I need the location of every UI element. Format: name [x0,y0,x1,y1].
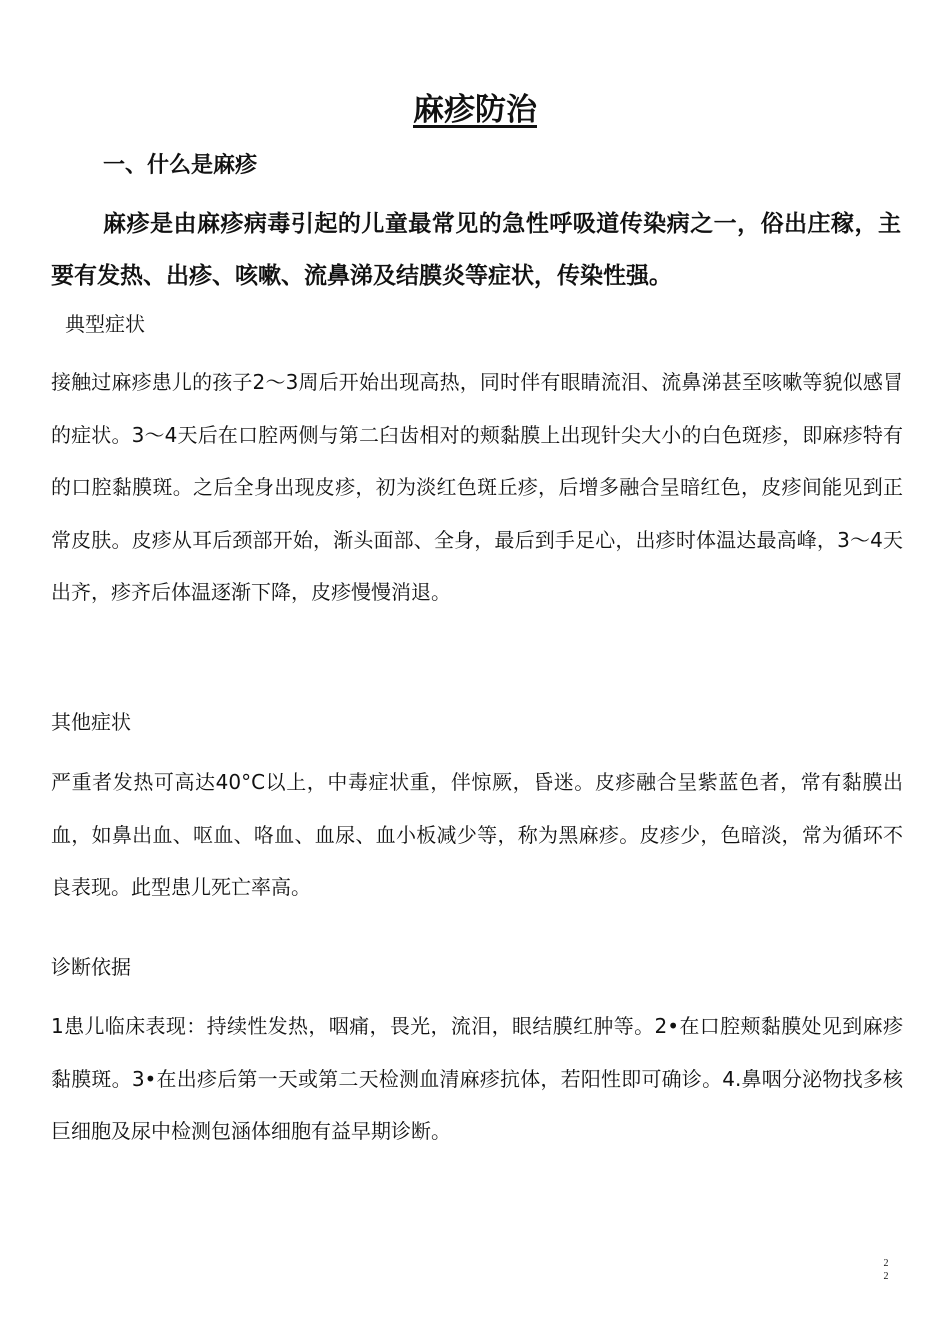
page-number [878,1257,894,1283]
diagnosis-paragraph: 1患儿临床表现：持续性发热，咽痛，畏光，流泪，眼结膜红肿等。2•在口腔颊黏膜处见到麻疹黏膜斑。3•在出疹后第一天或第二天检测血清麻疹抗体，若阳性即可确诊。4.鼻咽分泌物找多核巨细胞及尿中检测包涵体细胞有益早期诊断。 [51,1014,903,1143]
section-heading: 一、什么是麻疹 [103,153,258,178]
page-number-bottom: 2 [883,1271,889,1282]
diagnosis-heading: 诊断依据 [51,955,131,979]
intro-paragraph: 麻疹是由麻疹病毒引起的儿童最常见的急性呼吸道传染病之一，俗出庄稼，主要有发热、出疹、咳嗽、流鼻涕及结膜炎等症状，传染性强。 [51,211,901,289]
other-symptoms-heading: 其他症状 [51,710,131,734]
typical-symptoms-paragraph: 接触过麻疹患儿的孩子2〜3周后开始出现高热，同时伴有眼睛流泪、流鼻涕甚至咳嗽等貌似感冒的症状。3〜4天后在口腔两侧与第二臼齿相对的颊黏膜上出现针尖大小的白色斑疹，即麻疹特有的口腔黏膜斑。之后全身出现皮疹，初为淡红色斑丘疹，后增多融合呈暗红色，皮疹间能见到正常皮肤。皮疹从耳后颈部开始，渐头面部、全身，最后到手足心，出疹时体温达最高峰，3〜4天出齐，疹齐后体温逐渐下降，皮疹慢慢消退。 [51,370,903,604]
other-symptoms-paragraph: 严重者发热可高达40°C以上，中毒症状重，伴惊厥，昏迷。皮疹融合呈紫蓝色者，常有黏膜出血，如鼻出血、呕血、咯血、血尿、血小板减少等，称为黑麻疹。皮疹少，色暗淡，常为循环不良表现。此型患儿死亡率高。 [51,770,903,899]
page-number-top: 2 [883,1258,889,1269]
document-title: 麻疹防治 [413,92,537,128]
typical-symptoms-heading: 典型症状 [65,312,145,336]
